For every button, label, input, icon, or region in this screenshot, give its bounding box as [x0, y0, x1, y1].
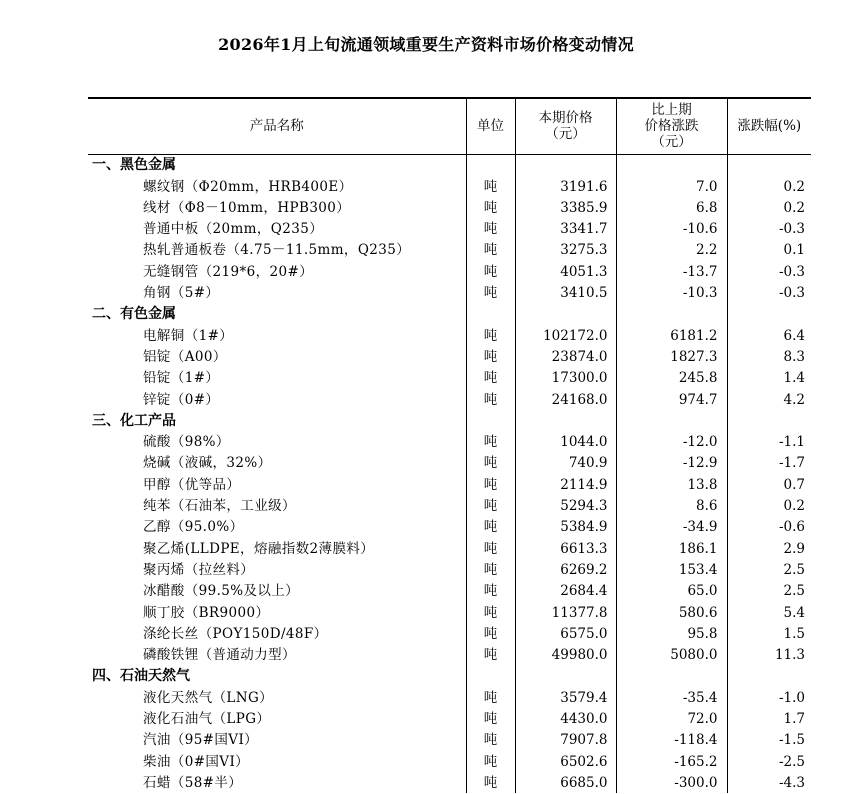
unit-cell: 吨 [466, 367, 515, 388]
category-row [88, 154, 811, 175]
product-name-cell: 电解铜（1#） [143, 327, 234, 344]
category-label: 二、有色金属 [92, 306, 176, 323]
header-current-price [515, 98, 616, 154]
change-percent-cell: -0.3 [727, 282, 811, 303]
table-row [88, 431, 811, 452]
empty-cell [466, 303, 515, 324]
unit-cell: 吨 [466, 452, 515, 473]
change-percent-cell: -0.6 [727, 516, 811, 537]
change-percent-cell: -2.5 [727, 750, 811, 771]
price-change-cell: 1827.3 [616, 346, 727, 367]
change-percent-cell: -1.1 [727, 431, 811, 452]
empty-cell [727, 410, 811, 431]
price-change-cell: 6181.2 [616, 324, 727, 345]
price-change-cell: 65.0 [616, 580, 727, 601]
unit-cell: 吨 [466, 686, 515, 707]
unit-cell: 吨 [466, 175, 515, 196]
product-name-cell: 硫酸（98%） [143, 434, 230, 451]
unit-cell: 吨 [466, 431, 515, 452]
unit-cell: 吨 [466, 346, 515, 367]
current-price-cell: 2684.4 [515, 580, 616, 601]
price-change-cell: 153.4 [616, 559, 727, 580]
price-change-cell: -300.0 [616, 772, 727, 793]
unit-cell: 吨 [466, 282, 515, 303]
change-percent-cell: 11.3 [727, 644, 811, 665]
current-price-cell: 3275.3 [515, 239, 616, 260]
header-unit: 单位 [466, 98, 515, 154]
header-current-price-line: （元） [545, 126, 586, 143]
table-row [88, 452, 811, 473]
price-change-cell: 13.8 [616, 473, 727, 494]
table-row [88, 623, 811, 644]
table-row [88, 495, 811, 516]
change-percent-cell: 5.4 [727, 601, 811, 622]
table-row [88, 473, 811, 494]
price-change-cell: 580.6 [616, 601, 727, 622]
change-percent-cell: 1.4 [727, 367, 811, 388]
price-change-cell: 974.7 [616, 388, 727, 409]
product-name-cell: 纯苯（石油苯，工业级） [143, 498, 296, 515]
table-row [88, 367, 811, 388]
product-name-cell: 汽油（95#国VI） [143, 732, 259, 749]
price-change-cell: -10.6 [616, 218, 727, 239]
unit-cell: 吨 [466, 580, 515, 601]
current-price-cell: 7907.8 [515, 729, 616, 750]
empty-cell [727, 303, 811, 324]
price-table [88, 97, 811, 793]
header-price-change [616, 98, 727, 154]
table-row [88, 644, 811, 665]
product-name-cell: 磷酸铁锂（普通动力型） [143, 647, 296, 664]
unit-cell: 吨 [466, 388, 515, 409]
price-change-cell: -118.4 [616, 729, 727, 750]
change-percent-cell: 2.9 [727, 537, 811, 558]
header-row [88, 98, 811, 154]
change-percent-cell: 8.3 [727, 346, 811, 367]
current-price-cell: 4430.0 [515, 708, 616, 729]
empty-cell [515, 303, 616, 324]
price-change-cell: -165.2 [616, 750, 727, 771]
current-price-cell: 11377.8 [515, 601, 616, 622]
empty-cell [466, 154, 515, 175]
price-change-cell: 6.8 [616, 197, 727, 218]
product-name-cell: 石蜡（58#半） [143, 774, 243, 791]
empty-cell [466, 410, 515, 431]
table-row [88, 218, 811, 239]
change-percent-cell: -1.0 [727, 686, 811, 707]
change-percent-cell: 1.5 [727, 623, 811, 644]
empty-cell [727, 154, 811, 175]
empty-cell [616, 303, 727, 324]
current-price-cell: 49980.0 [515, 644, 616, 665]
change-percent-cell: 0.2 [727, 197, 811, 218]
current-price-cell: 4051.3 [515, 260, 616, 281]
change-percent-cell: 0.2 [727, 495, 811, 516]
unit-cell: 吨 [466, 197, 515, 218]
current-price-cell: 3191.6 [515, 175, 616, 196]
price-change-cell: -10.3 [616, 282, 727, 303]
change-percent-cell: 0.1 [727, 239, 811, 260]
current-price-cell: 5294.3 [515, 495, 616, 516]
unit-cell: 吨 [466, 772, 515, 793]
price-change-cell: 5080.0 [616, 644, 727, 665]
unit-cell: 吨 [466, 473, 515, 494]
table-row [88, 388, 811, 409]
table-row [88, 346, 811, 367]
price-change-cell: 8.6 [616, 495, 727, 516]
product-name-cell: 液化石油气（LPG） [143, 711, 271, 728]
table-row [88, 601, 811, 622]
price-change-cell: 72.0 [616, 708, 727, 729]
current-price-cell: 3341.7 [515, 218, 616, 239]
unit-cell: 吨 [466, 644, 515, 665]
change-percent-cell: -0.3 [727, 260, 811, 281]
current-price-cell: 6613.3 [515, 537, 616, 558]
table-body [88, 154, 811, 793]
category-row [88, 303, 811, 324]
table-row [88, 708, 811, 729]
current-price-cell: 1044.0 [515, 431, 616, 452]
table-row [88, 729, 811, 750]
unit-cell: 吨 [466, 623, 515, 644]
header-price-change-line: 比上期 [651, 102, 692, 119]
category-label: 三、化工产品 [92, 412, 176, 429]
header-product-name: 产品名称 [88, 98, 466, 154]
product-name-cell: 铅锭（1#） [143, 370, 220, 387]
price-change-cell: 245.8 [616, 367, 727, 388]
empty-cell [515, 410, 616, 431]
current-price-cell: 3410.5 [515, 282, 616, 303]
price-change-cell: 2.2 [616, 239, 727, 260]
product-name-cell: 热轧普通板卷（4.75－11.5mm，Q235） [143, 242, 411, 259]
current-price-cell: 5384.9 [515, 516, 616, 537]
current-price-cell: 6502.6 [515, 750, 616, 771]
price-change-cell: -12.0 [616, 431, 727, 452]
table-row [88, 750, 811, 771]
change-percent-cell: -1.7 [727, 452, 811, 473]
table-row [88, 175, 811, 196]
unit-cell: 吨 [466, 495, 515, 516]
header-price-change-line: 价格涨跌 [644, 118, 699, 135]
unit-cell: 吨 [466, 218, 515, 239]
page-title: 2026年1月上旬流通领域重要生产资料市场价格变动情况 [218, 35, 634, 54]
table-row [88, 772, 811, 793]
price-change-cell: -34.9 [616, 516, 727, 537]
unit-cell: 吨 [466, 601, 515, 622]
product-name-cell: 角钢（5#） [143, 285, 220, 302]
current-price-cell: 3579.4 [515, 686, 616, 707]
product-name-cell: 涤纶长丝（POY150D/48F） [143, 625, 328, 642]
product-name-cell: 烧碱（液碱，32%） [143, 455, 272, 472]
table-row [88, 580, 811, 601]
table-row [88, 260, 811, 281]
unit-cell: 吨 [466, 260, 515, 281]
product-name-cell: 聚乙烯(LLDPE，熔融指数2薄膜料） [143, 540, 375, 557]
category-label: 四、石油天然气 [92, 668, 190, 685]
product-name-cell: 螺纹钢（Φ20mm，HRB400E） [143, 178, 353, 195]
current-price-cell: 6269.2 [515, 559, 616, 580]
empty-cell [616, 665, 727, 686]
unit-cell: 吨 [466, 729, 515, 750]
unit-cell: 吨 [466, 708, 515, 729]
product-name-cell: 液化天然气（LNG） [143, 689, 274, 706]
unit-cell: 吨 [466, 516, 515, 537]
empty-cell [616, 410, 727, 431]
table-row [88, 324, 811, 345]
change-percent-cell: -1.5 [727, 729, 811, 750]
price-change-cell: -35.4 [616, 686, 727, 707]
unit-cell: 吨 [466, 559, 515, 580]
current-price-cell: 24168.0 [515, 388, 616, 409]
current-price-cell: 102172.0 [515, 324, 616, 345]
table-row [88, 516, 811, 537]
change-percent-cell: -0.3 [727, 218, 811, 239]
unit-cell: 吨 [466, 537, 515, 558]
empty-cell [466, 665, 515, 686]
product-name-cell: 甲醇（优等品） [143, 476, 241, 493]
table-row [88, 559, 811, 580]
header-current-price-line: 本期价格 [538, 110, 593, 127]
table-row [88, 282, 811, 303]
change-percent-cell: 0.7 [727, 473, 811, 494]
change-percent-cell: 2.5 [727, 559, 811, 580]
current-price-cell: 6685.0 [515, 772, 616, 793]
current-price-cell: 6575.0 [515, 623, 616, 644]
product-name-cell: 顺丁胶（BR9000） [143, 604, 270, 621]
product-name-cell: 锌锭（0#） [143, 391, 220, 408]
header-change-percent: 涨跌幅(%) [727, 98, 811, 154]
price-change-cell: -13.7 [616, 260, 727, 281]
current-price-cell: 17300.0 [515, 367, 616, 388]
product-name-cell: 乙醇（95.0%） [143, 519, 244, 536]
empty-cell [616, 154, 727, 175]
product-name-cell: 柴油（0#国VI） [143, 753, 250, 770]
change-percent-cell: -4.3 [727, 772, 811, 793]
current-price-cell: 2114.9 [515, 473, 616, 494]
empty-cell [727, 665, 811, 686]
change-percent-cell: 6.4 [727, 324, 811, 345]
product-name-cell: 聚丙烯（拉丝料） [143, 561, 255, 578]
table-row [88, 239, 811, 260]
current-price-cell: 3385.9 [515, 197, 616, 218]
unit-cell: 吨 [466, 239, 515, 260]
product-name-cell: 冰醋酸（99.5%及以上） [143, 583, 300, 600]
header-price-change-line: （元） [651, 134, 692, 151]
category-row [88, 665, 811, 686]
product-name-cell: 无缝钢管（219*6，20#） [143, 263, 314, 280]
price-change-cell: -12.9 [616, 452, 727, 473]
product-name-cell: 普通中板（20mm，Q235） [143, 221, 324, 238]
product-name-cell: 铝锭（A00） [143, 348, 227, 365]
current-price-cell: 740.9 [515, 452, 616, 473]
category-label: 一、黑色金属 [92, 157, 176, 174]
price-change-cell: 186.1 [616, 537, 727, 558]
table-row [88, 686, 811, 707]
price-change-cell: 95.8 [616, 623, 727, 644]
table-row [88, 537, 811, 558]
current-price-cell: 23874.0 [515, 346, 616, 367]
change-percent-cell: 1.7 [727, 708, 811, 729]
unit-cell: 吨 [466, 324, 515, 345]
change-percent-cell: 2.5 [727, 580, 811, 601]
price-change-cell: 7.0 [616, 175, 727, 196]
change-percent-cell: 4.2 [727, 388, 811, 409]
change-percent-cell: 0.2 [727, 175, 811, 196]
table-row [88, 197, 811, 218]
category-row [88, 410, 811, 431]
unit-cell: 吨 [466, 750, 515, 771]
empty-cell [515, 665, 616, 686]
empty-cell [515, 154, 616, 175]
product-name-cell: 线材（Φ8－10mm，HPB300） [143, 199, 351, 216]
